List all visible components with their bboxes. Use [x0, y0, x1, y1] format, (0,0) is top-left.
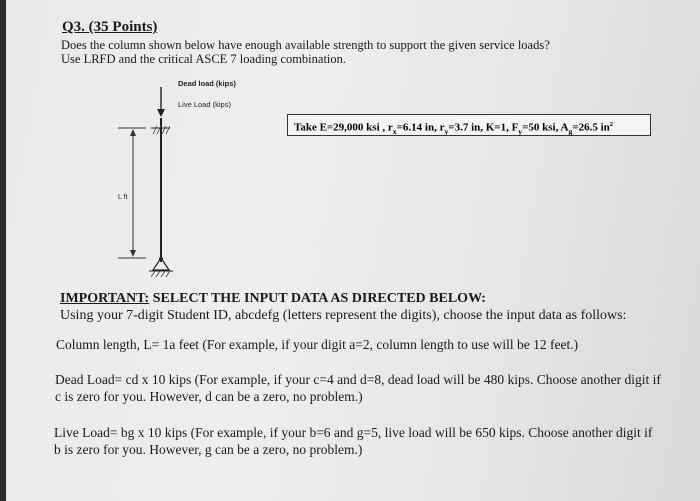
question-intro-line-2: Use LRFD and the critical ASCE 7 loading combination. — [61, 52, 347, 66]
load-arrowhead — [157, 109, 165, 117]
given-properties-box: Take E=29,000 ksi , $r_x=6.14$ in, $r_y=3.7$ in, K=1, $F_y=50$ ksi, $A_g=26.5$ $in^2$ — [287, 114, 651, 136]
live-load-rule-line-1: Live Load= bg x 10 kips (For example, if your b=6 and g=5, live load will be 650 kips. Choose another digit if — [54, 425, 653, 440]
worksheet-page — [6, 0, 700, 501]
important-heading: IMPORTANT: SELECT THE INPUT DATA AS DIRECTED BELOW: — [60, 291, 486, 306]
pin-support-icon — [143, 256, 183, 286]
column-diagram — [106, 82, 286, 262]
student-id-instructions: Using your 7-digit Student ID, abcdefg (letters represent the digits), choose the input data as follows: — [60, 308, 627, 323]
question-intro-line-1: Does the column shown below have enough available strength to support the given service loads? — [61, 38, 550, 52]
column-length-label: L ft — [118, 194, 128, 201]
question-title: Q3. (35 Points) — [62, 19, 158, 35]
dead-load-rule-line-2: c is zero for you. However, d can be a zero, no problem.) — [55, 389, 363, 404]
live-load-rule-line-2: b is zero for you. However, g can be a zero, no problem.) — [54, 442, 363, 457]
live-load-label: Live Load (kips) — [178, 100, 231, 109]
dead-load-rule-line-1: Dead Load= cd x 10 kips (For example, if your c=4 and d=8, dead load will be 480 kips. Choose another digit if — [55, 372, 661, 387]
column-length-rule: Column length, L= 1a feet (For example, if your digit a=2, column length to use will be 12 feet.) — [56, 337, 579, 352]
dead-load-label: Dead load (kips) — [178, 79, 236, 88]
